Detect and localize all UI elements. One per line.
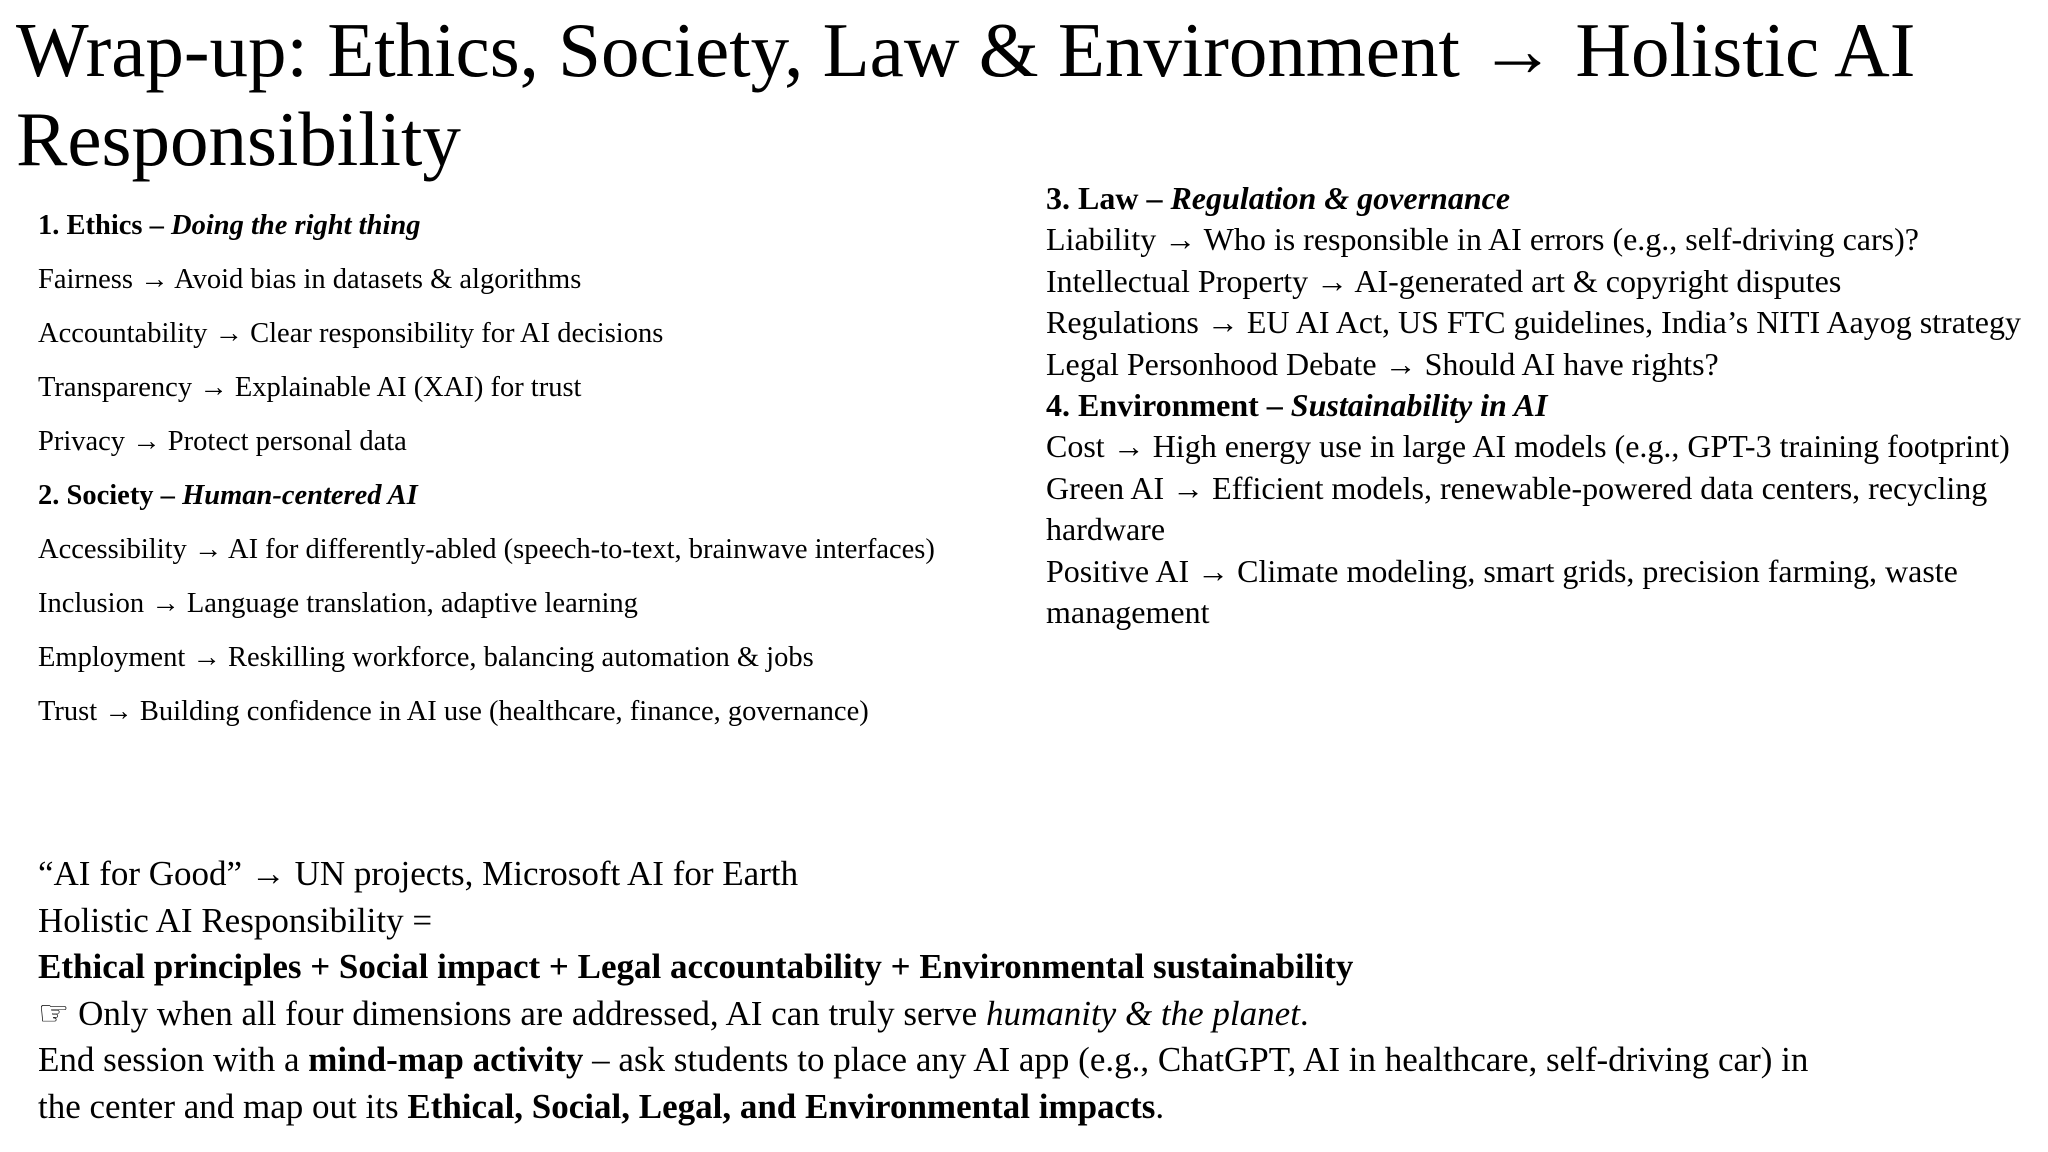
environment-item-positive-ai: Positive AI → Climate modeling, smart grids, precision farming, waste management bbox=[1046, 552, 1958, 631]
ethics-heading bbox=[38, 199, 1018, 253]
law-item-legal-personhood: Legal Personhood Debate → Should AI have rights? bbox=[1046, 345, 1719, 382]
slide-title: Wrap-up: Ethics, Society, Law & Environment → Holistic AI Responsibility bbox=[16, 7, 1916, 182]
holistic-label: Holistic AI Responsibility = bbox=[38, 900, 433, 940]
society-item-trust: Trust → Building confidence in AI use (healthcare, finance, governance) bbox=[38, 696, 869, 727]
dimensions-note bbox=[38, 991, 2038, 1038]
society-heading-label: 2. Society – bbox=[38, 480, 183, 511]
society-heading bbox=[38, 469, 1018, 523]
environment-heading bbox=[1046, 385, 2036, 426]
law-item-intellectual-property: Intellectual Property → AI-generated art & copyright disputes bbox=[1046, 262, 1842, 299]
society-item-inclusion: Inclusion → Language translation, adaptive learning bbox=[38, 588, 638, 619]
ethics-heading-subtitle: Doing the right thing bbox=[171, 210, 421, 241]
environment-heading-label: 4. Environment – bbox=[1046, 387, 1291, 424]
ethics-item-accountability: Accountability → Clear responsibility for AI decisions bbox=[38, 318, 664, 349]
environment-item-cost: Cost → High energy use in large AI models (e.g., GPT-3 training footprint) bbox=[1046, 428, 2010, 465]
right-column bbox=[1046, 178, 2036, 633]
left-column bbox=[38, 199, 1018, 739]
law-item-liability: Liability → Who is responsible in AI errors (e.g., self-driving cars)? bbox=[1046, 221, 1919, 258]
activity-line2-emphasis: Ethical, Social, Legal, and Environmental impacts bbox=[407, 1086, 1156, 1126]
society-item-employment: Employment → Reskilling workforce, balancing automation & jobs bbox=[38, 642, 814, 673]
ai-for-good-line: “AI for Good” → UN projects, Microsoft AI for Earth bbox=[38, 854, 799, 893]
society-heading-subtitle: Human-centered AI bbox=[182, 480, 418, 511]
environment-item-green-ai: Green AI → Efficient models, renewable-powered data centers, recycling hardware bbox=[1046, 469, 1988, 548]
note-prefix: ☞ Only when all four dimensions are addressed, AI can truly serve bbox=[38, 993, 986, 1033]
activity-prefix: End session with a bbox=[38, 1040, 309, 1079]
society-item-accessibility: Accessibility → AI for differently-abled (speech-to-text, brainwave interfaces) bbox=[38, 534, 935, 565]
note-suffix: . bbox=[1299, 993, 1309, 1033]
activity-line-1 bbox=[38, 1037, 2038, 1084]
ethics-item-privacy: Privacy → Protect personal data bbox=[38, 426, 407, 457]
activity-emphasis: mind-map activity bbox=[308, 1040, 584, 1079]
activity-middle: – ask students to place any AI app (e.g., ChatGPT, AI in healthcare, self-driving car) in bbox=[583, 1040, 1809, 1079]
summary-section bbox=[38, 851, 2038, 1130]
activity-line-2 bbox=[38, 1084, 2038, 1131]
note-emphasis: humanity & the planet bbox=[985, 993, 1300, 1033]
holistic-formula: Ethical principles + Social impact + Legal accountability + Environmental sustainability bbox=[38, 947, 1354, 986]
law-heading-subtitle: Regulation & governance bbox=[1170, 180, 1511, 216]
law-item-regulations: Regulations → EU AI Act, US FTC guidelines, India’s NITI Aayog strategy bbox=[1046, 304, 2021, 341]
law-heading bbox=[1046, 178, 2036, 219]
environment-heading-subtitle: Sustainability in AI bbox=[1290, 387, 1548, 424]
ethics-heading-label: 1. Ethics – bbox=[38, 210, 172, 241]
ethics-item-transparency: Transparency → Explainable AI (XAI) for trust bbox=[38, 372, 582, 403]
ethics-item-fairness: Fairness → Avoid bias in datasets & algorithms bbox=[38, 264, 582, 295]
activity-line2-suffix: . bbox=[1155, 1086, 1165, 1126]
law-heading-label: 3. Law – bbox=[1046, 180, 1171, 216]
activity-line2-prefix: the center and map out its bbox=[38, 1086, 408, 1126]
